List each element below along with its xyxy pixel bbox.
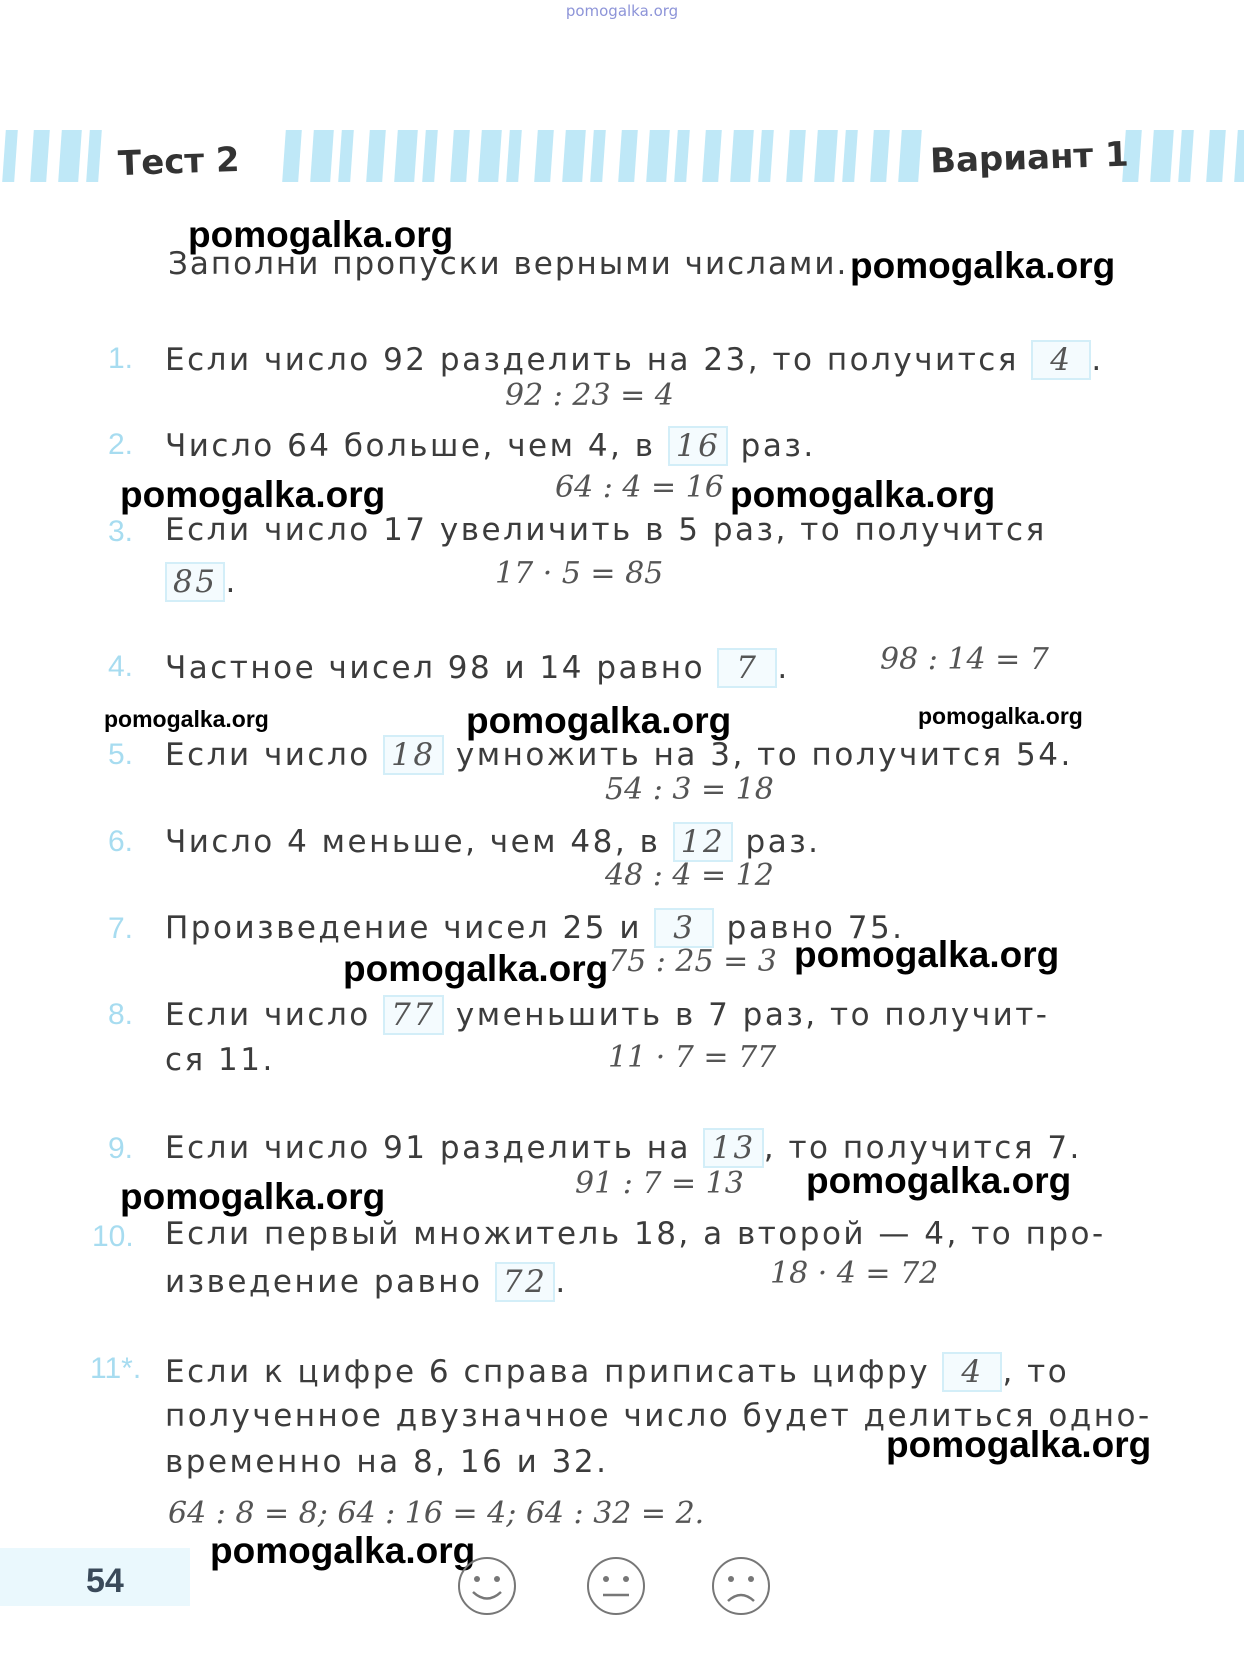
task-number: 4. [108,650,134,683]
work-note: 11 · 7 = 77 [608,1040,777,1075]
stripe-segment [282,130,302,182]
stripe-segment [590,130,606,182]
watermark: pomogalka.org [794,934,1060,975]
variant-title: Вариант 1 [929,134,1130,182]
stripe-segment [618,130,638,182]
work-note: 64 : 4 = 16 [555,470,724,505]
work-note: 91 : 7 = 13 [575,1166,744,1201]
answer-box[interactable]: 3 [654,908,714,948]
answer-box[interactable]: 18 [383,735,443,775]
work-note: 92 : 23 = 4 [505,378,674,413]
work-note: 98 : 14 = 7 [880,642,1049,677]
work-note: 17 · 5 = 85 [495,556,664,591]
stripe-segment [30,130,50,182]
watermark: pomogalka.org [850,245,1116,286]
stripe-segment [758,130,774,182]
stripe-segment [2,130,18,182]
stripe-segment [1150,130,1174,182]
answer-box[interactable]: 13 [703,1128,763,1168]
stripe-segment [450,130,470,182]
stripe-segment [702,130,722,182]
watermark: pomogalka.org [343,948,609,989]
task-text: Если число 92 разделить на 23, то получится 4 . [165,342,1104,378]
task-number: 3. [108,515,134,548]
stripe-segment [86,130,102,182]
task-number: 8. [108,998,134,1031]
task-number: 11*. [90,1352,142,1385]
task-text: Произведение чисел 25 и 3 равно 75. [165,910,905,946]
task-number: 10. [92,1220,134,1253]
answer-box[interactable]: 12 [673,822,733,862]
answer-box[interactable]: 16 [668,426,728,466]
stripe-segment [1234,130,1244,182]
watermark: pomogalka.org [120,474,386,515]
stripe-segment [562,130,586,182]
task-text: Частное чисел 98 и 14 равно 7 . [165,650,790,686]
stripe-segment [1206,130,1226,182]
task-text: Если первый множитель 18, а второй — 4, то про- [165,1216,1106,1252]
stripe-segment [506,130,522,182]
page-number: 54 [86,1562,124,1600]
stripe-segment [422,130,438,182]
watermark: pomogalka.org [466,700,732,741]
task-text: ся 11. [165,1042,275,1078]
task-text: временно на 8, 16 и 32. [165,1444,609,1480]
task-number: 5. [108,738,134,771]
answer-box[interactable]: 77 [383,995,443,1035]
stripe-segment [394,130,418,182]
stripe-segment [814,130,838,182]
watermark: pomogalka.org [730,474,996,515]
watermark: pomogalka.org [104,706,269,732]
task-text: полученное двузначное число будет делиться одно- [165,1398,1152,1434]
stripe-segment [870,130,890,182]
site-url: pomogalka.org [565,2,679,20]
answer-box[interactable]: 7 [717,648,777,688]
neutral-face-icon[interactable] [585,1555,647,1617]
answer-box[interactable]: 4 [1031,340,1091,380]
answer-box[interactable]: 85 [165,562,225,602]
task-number: 1. [108,342,134,375]
work-note: 18 · 4 = 72 [770,1256,939,1291]
watermark: pomogalka.org [918,703,1083,729]
stripe-segment [730,130,754,182]
stripe-segment [898,130,922,182]
stripe-segment [786,130,806,182]
watermark: pomogalka.org [806,1160,1072,1201]
task-text: Если число 17 увеличить в 5 раз, то получится [165,512,1047,548]
work-note: 64 : 8 = 8; 64 : 16 = 4; 64 : 32 = 2. [168,1496,705,1531]
work-note: 54 : 3 = 18 [605,772,774,807]
task-text: Если к цифре 6 справа приписать цифру 4 , то [165,1354,1070,1390]
stripe-segment [842,130,858,182]
stripe-segment [1178,130,1194,182]
watermark: pomogalka.org [120,1176,386,1217]
task-text: Число 4 меньше, чем 48, в 12 раз. [165,824,821,860]
work-note: 75 : 25 = 3 [608,944,777,979]
task-text: изведение равно 72 . [165,1264,568,1300]
task-number: 7. [108,912,134,945]
task-text: Если число 18 умножить на 3, то получится 54. [165,737,1073,773]
work-note: 48 : 4 = 12 [605,858,774,893]
stripe-segment [338,130,354,182]
instruction: Заполни пропуски верными числами. [168,246,849,282]
stripe-segment [310,130,334,182]
stripe-segment [534,130,554,182]
stripe-segment [366,130,386,182]
stripe-segment [58,130,82,182]
stripe-segment [674,130,690,182]
test-title: Тест 2 [117,139,241,185]
watermark: pomogalka.org [886,1424,1152,1465]
sad-face-icon[interactable] [710,1555,772,1617]
stripe-segment [478,130,502,182]
task-number: 6. [108,825,134,858]
smile-face-icon[interactable] [456,1555,518,1617]
watermark: pomogalka.org [210,1530,476,1571]
answer-box[interactable]: 72 [495,1262,555,1302]
task-number: 2. [108,428,134,461]
task-text: Число 64 больше, чем 4, в 16 раз. [165,428,816,464]
watermark: pomogalka.org [188,214,454,255]
task-text: 85 . [165,562,238,602]
stripe-segment [646,130,670,182]
task-text: Если число 77 уменьшить в 7 раз, то получит- [165,997,1050,1033]
task-number: 9. [108,1132,134,1165]
task-text: Если число 91 разделить на 13 , то получится 7. [165,1130,1082,1166]
answer-box[interactable]: 4 [942,1352,1002,1392]
